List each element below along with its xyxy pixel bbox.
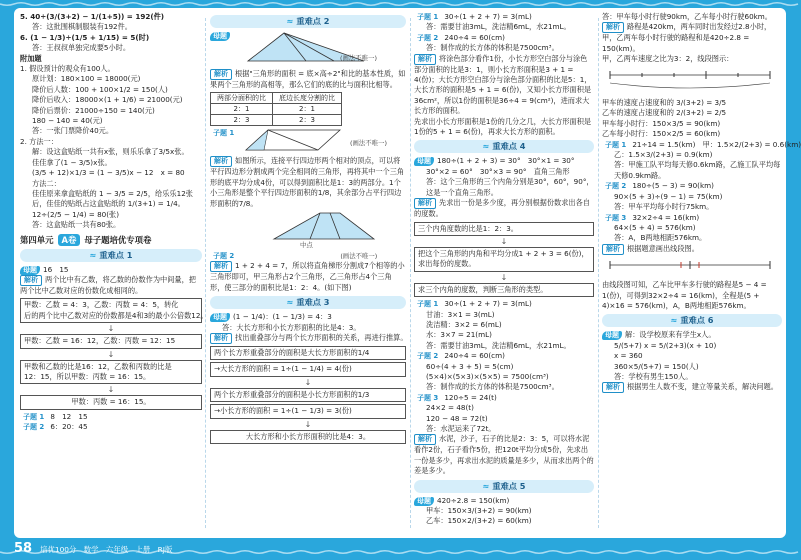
segment-diagram: [602, 65, 778, 95]
section-band-4: ≈ 重难点 4: [414, 140, 594, 153]
extra-q1-line: 180 − 140 = 40(元): [32, 116, 103, 126]
triangle-figure: 母题 (画法不唯一): [210, 31, 406, 67]
arrow-down-icon: ↓: [500, 236, 508, 246]
extra-title: 附加题: [20, 53, 42, 63]
arrow-down-icon: ↓: [304, 419, 312, 429]
sub-question-tag: 子题 1: [23, 412, 45, 421]
arrow-down-icon: ↓: [500, 272, 508, 282]
reasoning-box: 甲数：丙数 = 16：15。: [20, 395, 202, 409]
q5-answer: 答：这批围棋制服装有192件。: [32, 22, 132, 32]
reasoning-box: 三个内角度数的比是1：2：3。: [414, 222, 594, 236]
mother-question-answer: 16 15: [43, 264, 69, 274]
wave-icon: ≈: [670, 315, 678, 326]
unit-heading: [20, 234, 202, 246]
arrow-down-icon: ↓: [107, 385, 115, 395]
reasoning-box: 大长方形和小长方形面积的比是4：3。: [210, 430, 406, 444]
wave-icon: ≈: [482, 480, 490, 491]
page-number: 58: [14, 541, 33, 556]
mother-question-tag: 母题: [20, 266, 40, 275]
extra-q2-line: 佳佳原来拿盒贴纸的 1 − 3/5 = 2/5，给乐乐12张: [32, 188, 193, 198]
reasoning-box: 两个长方形重叠部分的面积是小长方形面积的1/3: [210, 388, 406, 402]
ratio-table: 两部分面积的比 底边长度分割的比 2：1 2：1 2：3 2：3: [210, 92, 342, 126]
trapezoid-split-figure: [270, 211, 380, 241]
section-band-3: ≈ 重难点 3: [210, 296, 406, 309]
section-band-1: ≈ 重难点 1: [20, 249, 202, 262]
distance-diagram: [602, 255, 778, 277]
reasoning-box: 甲数：乙数 = 4：3，乙数：丙数 = 4：5，转化 后的两个比中乙数对应的份数都是4和3的最小公倍数12。: [20, 298, 202, 323]
footer-text: 培优100分 数学 六年级 上册 RJ版: [40, 545, 173, 554]
wave-icon: ≈: [286, 16, 294, 26]
extra-q2: 2. 方法一：: [20, 136, 58, 146]
extra-q2-line: 12÷(2/5 − 1/4) = 80(张): [32, 209, 120, 219]
sub-question-tag: 子题 2: [23, 423, 45, 432]
extra-q2-line: 佳佳拿了(1 − 3/5)x张。: [32, 157, 112, 167]
column-1: 5. 40÷(3/(3+2) − 1/(1+5)) = 192(件) 答：这批围棋制服装有192件。 6. (1 − 1/3)÷(1/5 + 1/15) = 5(时) 答：王叔叔单独完成要5小时。 附加题 1. 假设预计的观众有100人。 原计划：180×100 = 18000(元) 降价后人数：100 + 100×1/2 = 150(人) 降价后收入：18000×(1 + 1/6) = 21000(元) 降价后票价：21000÷150 = 140(元) 180 − 140 = 40(元) 答：一张门票降价40元。 2. 方法一： 解：设这盒贴纸一共有x张，则乐乐拿了3/5x张。 佳佳拿了(1 − 3/5)x张。 (3/5 + 12)×1/3 = (1 − 3/5)x − 12 x = 80 方法二： 佳佳原来拿盒贴纸的 1 − 3/5 = 2/5，给乐乐12张 后，佳佳的贴纸占这盒贴纸的 1/(3+1) = 1/4。 12÷(2/5 − 1/4) = 80(张) 答：这盒贴纸一共有80张。 第四单元 A卷 母子题培优专项卷 ≈ 重难点 1 母题 16 15 解析 两个比中有乙数，将乙数的份数作为中间量，把两个比中乙数对应的份数化成相同的。 甲数：乙数 = 4：3，乙数：丙数 = 4：5，转化 后的两个比中乙数对应的份数都是4和3的最小公倍数12。 ↓ 甲数：乙数 = 16：12，乙数：丙数 = 12：15 ↓ 甲数和乙数的比是16：12，乙数和丙数的比是 12：15，所以甲数：丙数 = 16：15。 ↓ 甲数：丙数 = 16：15。 子题 1 8 12 15 子题 2 6：20：45: [20, 12, 208, 432]
extra-q2-answer: 答：这盒贴纸一共有80张。: [32, 220, 121, 230]
reasoning-box: 甲数和乙数的比是16：12，乙数和丙数的比是 12：15，所以甲数：丙数 = 16：15。: [20, 360, 202, 385]
column-2: ≈ 重难点 2 母题 (画法不唯一) 解析 根据"三角形的面积 = 底×高÷2"和比的基本性质，如果两个三角形的高相等，那么它们的底的比与面积比相等。 两部分面积的比 底边长度分割的比 2：1 2：1 2：3 2：3 子题 1 (画法不唯一) 解析 如图所示，连接平行四边形两个相对的顶点，可以将平行四边形分割成两个完全相同的三角形，再将其中一个三角形的底平均分成4份，可以得到面积比是1：3的两部分。1个小三角形是整个平行四边形面积的1/8，其余部分占平行四边形面积的7/8。 中点 子题 2 (画法不唯一) 解析 1 + 2 + 4 = 7，所以将直角梯形分割成7个相等的小三角形即可，甲三角形占2个三角形，乙三角形占4个三角形，使三部分的面积比是1：2：4。(如下图) ≈ 重难点 3 母题 (1 − 1/4)：(1 − 1/3) = 4：3 答：大长方形和小长方形面积的比是4：3。 解析 找出重叠部分与两个长方形面积的关系，再进行推算。 两个长方形重叠部分的面积是大长方形面积的1/4 →大长方形的面积 = 1÷(1 − 1/4) = 4(份) ↓ 两个长方形重叠部分的面积是小长方形面积的1/3 →小长方形的面积 = 1÷(1 − 1/3) = 3(份) ↓ 大长方形和小长方形面积的比是4：3。: [210, 12, 406, 534]
extra-q2-line: 方法二：: [32, 178, 61, 188]
extra-q1-answer: 答：一张门票降价40元。: [32, 126, 114, 136]
analysis-tag: 解析: [20, 275, 42, 286]
reasoning-box: 两个长方形重叠部分的面积是大长方形面积的1/4: [210, 346, 406, 360]
trapezoid-figure: 中点: [210, 211, 406, 249]
parallelogram-figure: 子题 1 (画法不唯一): [210, 128, 406, 154]
arrow-down-icon: ↓: [304, 377, 312, 387]
answer-key-spread: [14, 8, 801, 538]
page-footer: [14, 541, 314, 557]
analysis-tag: 解析: [210, 69, 232, 80]
wave-icon: ≈: [482, 141, 490, 152]
unit-subtitle: 母子题培优专项卷: [84, 234, 152, 245]
extra-q1-line: 降价后收入：18000×(1 + 1/6) = 21000(元): [32, 95, 183, 105]
reasoning-box: 甲数：乙数 = 16：12，乙数：丙数 = 12：15: [20, 334, 202, 348]
extra-q1: 1. 假设预计的观众有100人。: [20, 64, 115, 74]
q6-equation: 6. (1 − 1/3)÷(1/5 + 1/15) = 5(时): [20, 32, 150, 42]
reasoning-box: 把这个三角形的内角和平均分成1 + 2 + 3 = 6(份)，求出每份的度数。: [414, 247, 594, 272]
extra-q2-line: 后，佳佳的贴纸占这盒贴纸的 1/(3+1) = 1/4。: [32, 199, 185, 209]
reasoning-box: →大长方形的面积 = 1÷(1 − 1/4) = 4(份): [210, 362, 406, 376]
unit-badge: A卷: [58, 234, 81, 246]
extra-q2-line: (3/5 + 12)×1/3 = (1 − 3/5)x − 12 x = 80: [32, 168, 185, 178]
analysis-text: 两个比中有乙数，将乙数的份数作为中间量，把两个比中乙数对应的份数化成相同的。: [20, 274, 196, 295]
extra-q1-line: 降价后票价：21000÷150 = 140(元): [32, 105, 155, 115]
column-4: 答：甲车每小时行驶90km，乙车每小时行驶60km。 解析 路程是420km，两车同时出发经过2.8小时，甲，乙两车每小时行驶的路程和是420÷2.8 = 150(km)。 甲，乙两车速度之比为3：2，线段图示： 甲车的速度占速度和的 3/(3+2) = 3/5 乙车的速度占速度和的 2/(3+2) = 2/5 甲车每小时行：150×3/5 = 90(km) 乙车每小时行：150×2/5 = 60(km) 子题 1 21÷14 = 1.5(km) 甲：1.5×2/(2+3) = 0.6(km) 乙：1.5×3/(2+3) = 0.9(km) 答：甲施工队平均每天修0.6km路，乙施工队平均每天修0.9km路。 子题 2 180÷(5 − 3) = 90(km) 90×(5 + 3)÷(9 − 1) = 75(km) 答：甲车平均每小时行75km。 子题 3 32×2÷4 = 16(km) 64×(5 + 4) = 576(km) 答：A，B两地相距576km。 解析 根据题意画出线段图。 由线段图可知，乙车比甲车多行驶的路程是5 − 4 = 1(份)，可得到32×2÷4 = 16(km)，全程是(5 + 4)×16 = 576(km)，A，B两地相距576km。 ≈ 重难点 6 母题 解：设学校原来有学生x人。 5/(5+7) x = 5/(2+3)(x + 10) x = 360 360×5/(5+7) = 150(人) 答：学校有男生150人。 解析 根据男生人数不变，建立等量关系，解决问题。: [602, 12, 801, 392]
section-band-6: ≈ 重难点 6: [602, 314, 782, 327]
reasoning-box: 求三个内角的度数，判断三角形的类型。: [414, 283, 594, 297]
extra-q1-line: 降价后人数：100 + 100×1/2 = 150(人): [32, 84, 168, 94]
reasoning-box: →小长方形的面积 = 1÷(1 − 1/3) = 3(份): [210, 404, 406, 418]
section-band-2: ≈ 重难点 2: [210, 15, 406, 28]
arrow-down-icon: ↓: [107, 349, 115, 359]
q5-equation: 5. 40÷(3/(3+2) − 1/(1+5)) = 192(件): [20, 12, 165, 21]
arrow-down-icon: ↓: [107, 324, 115, 334]
wave-icon: ≈: [286, 297, 294, 308]
figure-caption: (画法不唯一): [340, 54, 377, 62]
section-band-5: ≈ 重难点 5: [414, 480, 594, 493]
wave-icon: ≈: [89, 249, 97, 260]
extra-q1-line: 原计划：180×100 = 18000(元): [32, 74, 141, 84]
extra-q2-line: 解：设这盒贴纸一共有x张，则乐乐拿了3/5x张。: [32, 147, 189, 157]
q6-answer: 答：王叔叔单独完成要5小时。: [32, 43, 131, 53]
parallelogram-shape: [244, 128, 344, 152]
unit-title: 第四单元: [20, 234, 54, 245]
column-3: 子题 1 30÷(1 + 2 + 7) = 3(mL) 答：需要甘油3mL，洗洁精6mL，水21mL。 子题 2 240÷4 = 60(cm) 答：制作成的长方体的体积是7500cm³。 解析 将涂色部分看作1份，小长方形空白部分与涂色部分面积的比是3：1，则小长方形面积是3 + 1 = 4(份)；大长方形空白部分与涂色部分面积的比是5：1，大长方形的面积是5 + 1 = 6(份)，又知小长方形面积是36cm²，所以1份的面积是36÷4 = 9(cm²)，进而求大长方形的面积。 先求出小长方形面积是1份的几分之几，大长方形面积是1份的5 + 1 = 6(份)，再求大长方形的面积。 ≈ 重难点 4 母题 180÷(1 + 2 + 3) = 30° 30°×1 = 30° 30°×2 = 60° 30°×3 = 90° 直角三角形 答：这个三角形的三个内角分别是30°，60°，90°，这是一个直角三角形。 解析 先求出一份是多少度，再分别根据份数求出各自的度数。 三个内角度数的比是1：2：3。 ↓ 把这个三角形的内角和平均分成1 + 2 + 3 = 6(份)，求出每份的度数。 ↓ 求三个内角的度数，判断三角形的类型。 子题 1 30÷(1 + 2 + 7) = 3(mL) 甘油：3×1 = 3(mL) 洗洁精：3×2 = 6(mL) 水：3×7 = 21(mL) 答：需要甘油3mL，洗洁精6mL，水21mL。 子题 2 240÷4 = 60(cm) 60÷(4 + 3 + 5) = 5(cm) (5×4)×(5×3)×(5×5) = 7500(cm³) 答：制作成的长方体的体积是7500cm³。 子题 3 120÷5 = 24(t) 24×2 = 48(t) 120 − 48 = 72(t) 答：水泥运来了72t。 解析 水泥，沙子，石子的比是2：3：5，可以将水泥看作2份，石子看作5份，把120t平均分成5份，先求出一份是多少，再求出水泥的质量是多少，从而求出两个的差是多少。 ≈ 重难点 5 母题 420÷2.8 = 150(km) 甲车：150×3/(3+2) = 90(km) 乙车：150×2/(3+2) = 60(km): [414, 12, 594, 526]
